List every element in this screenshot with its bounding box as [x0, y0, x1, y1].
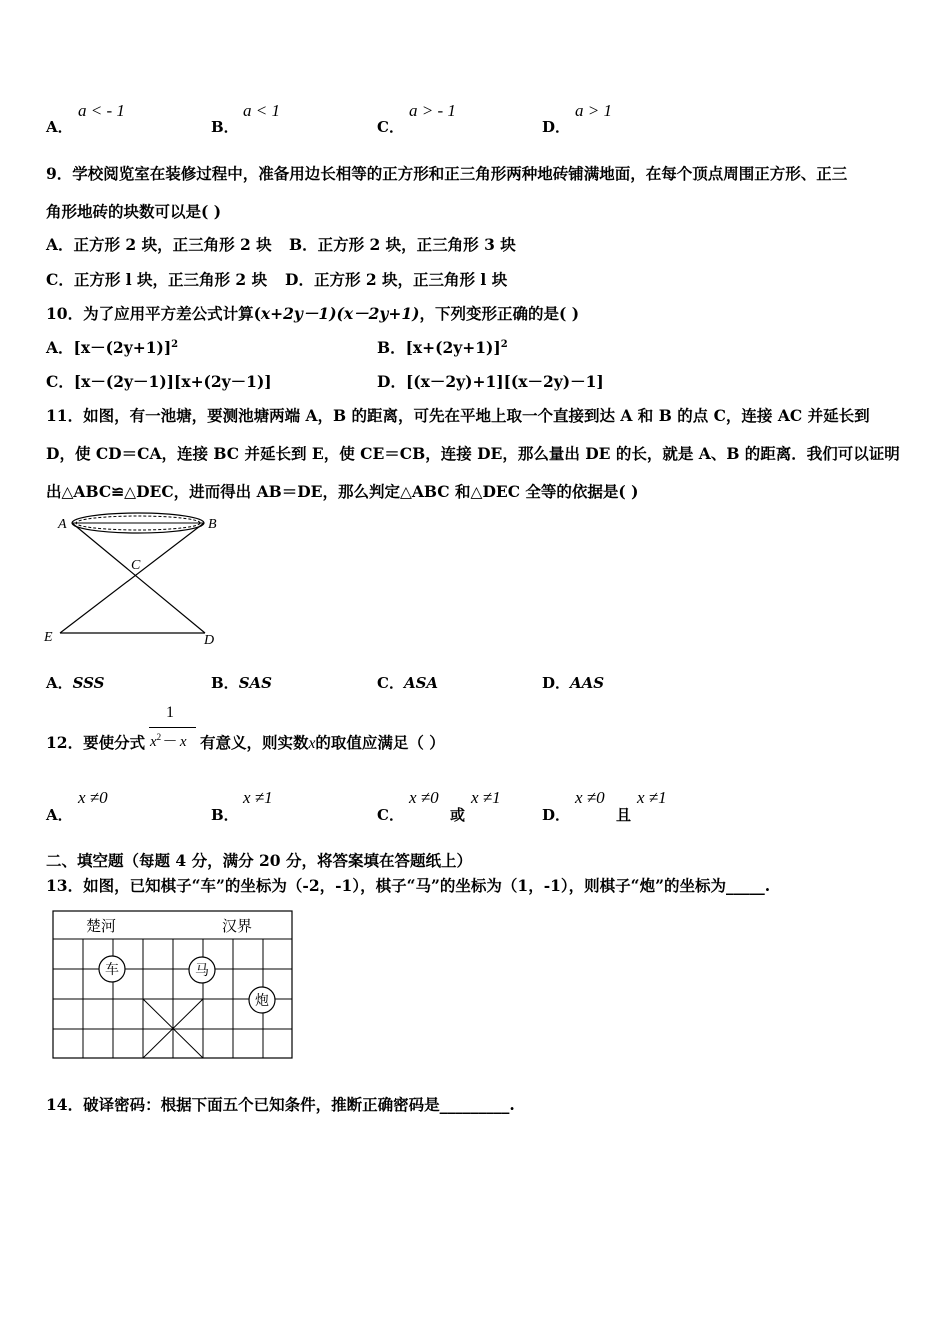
q10-option-b-sup: 2: [500, 338, 508, 350]
q9-stem-line2: 角形地砖的块数可以是( ): [46, 202, 222, 221]
piece-che: 车: [105, 962, 119, 978]
q12-option-b-expr: x ≠1: [243, 788, 273, 807]
q12-frac-bar: [149, 727, 196, 728]
q12-option-c-conj: 或: [450, 806, 466, 824]
q11-option-b-text: SAS: [238, 674, 272, 692]
section-2-heading: 二、填空题（每题 4 分，满分 20 分，将答案填在答题纸上）: [46, 851, 472, 870]
q12-frac-denominator: [150, 730, 187, 751]
q8-option-b-expr: a < 1: [243, 101, 280, 120]
q12-stem-end: 的取值应满足（ ）: [315, 733, 445, 752]
q8-option-c-expr: a > - 1: [409, 101, 456, 120]
q10-option-d: D．[(x－2y)+1][(x－2y)－1]: [377, 372, 604, 391]
q10-stem-pre: 10．为了应用平方差公式计算(: [46, 304, 261, 323]
label-d: D: [204, 633, 215, 648]
q12-frac-den-rest: － x: [161, 734, 187, 750]
q9-option-d: D．正方形 2 块，正三角形 l 块: [285, 270, 508, 289]
q11-option-c-letter: C．: [377, 674, 404, 692]
q9-option-b: B．正方形 2 块，正三角形 3 块: [289, 235, 516, 254]
q8-option-d-expr: a > 1: [575, 101, 612, 120]
q11-option-d: [542, 672, 604, 693]
q9-option-a: A．正方形 2 块，正三角形 2 块: [46, 235, 272, 254]
q13-stem: 13．如图，已知棋子“车”的坐标为（-2，-1），棋子“马”的坐标为（1，-1），则棋子“炮”的坐标为_____.: [46, 876, 771, 895]
q8-option-d-letter: D．: [542, 118, 571, 136]
q12-option-d-conj: 且: [616, 806, 632, 824]
q11-option-d-letter: D．: [542, 674, 571, 692]
q12-option-b-letter: B．: [211, 806, 239, 824]
q10-stem-post: ，下列变形正确的是( ): [419, 304, 580, 323]
q11-option-a-text: SSS: [72, 674, 105, 692]
q14-stem: 14．破译密码：根据下面五个已知条件，推断正确密码是_________.: [46, 1095, 515, 1114]
q10-option-a: [46, 336, 178, 358]
q8-option-a-letter: A．: [46, 118, 73, 136]
q10-option-b-text: B．[x+(2y+1)]: [377, 338, 501, 357]
q10-option-a-text: A．[x－(2y+1)]: [46, 338, 172, 357]
q8-option-a-expr: a < - 1: [78, 101, 125, 120]
q10-stem: [46, 302, 579, 324]
label-c: C: [131, 558, 141, 573]
q12-option-d-letter: D．: [542, 806, 571, 824]
q11-option-d-text: AAS: [570, 674, 605, 692]
q12-option-c-expr1: x ≠0: [409, 788, 439, 807]
q12-option-d-expr2: x ≠1: [637, 788, 667, 807]
q10-option-b: [377, 336, 508, 358]
q12-stem-pre: 12．要使分式: [46, 733, 146, 752]
q12-option-c-letter: C．: [377, 806, 404, 824]
segment-be: [60, 523, 204, 633]
q11-option-a: [46, 672, 104, 693]
label-a: A: [58, 517, 67, 532]
label-e: E: [44, 630, 53, 645]
q12-frac-numerator: 1: [166, 704, 174, 721]
q12-stem-post: [200, 731, 445, 753]
q11-stem-line3: 出△ABC≌△DEC，进而得出 AB＝DE，那么判定△ABC 和△DEC 全等的依据是( ): [46, 482, 639, 501]
q10-option-a-sup: 2: [171, 338, 179, 350]
q9-option-c: C．正方形 l 块，正三角形 2 块: [46, 270, 268, 289]
q12-frac-den-x: x: [150, 734, 157, 750]
q11-option-a-letter: A．: [46, 674, 73, 692]
q8-option-b-letter: B．: [211, 118, 239, 136]
board-label-hanjie: 汉界: [222, 917, 253, 935]
q11-option-b-letter: B．: [211, 674, 239, 692]
q11-pond-figure: [40, 505, 240, 655]
q11-stem-line2: D，使 CD＝CA，连接 BC 并延长到 E，使 CE＝CB，连接 DE，那么量出 DE 的长，就是 A、B 的距离．我们可以证明: [46, 444, 900, 463]
label-b: B: [208, 517, 217, 532]
q11-option-c: [377, 672, 438, 693]
q11-stem-line1: 11．如图，有一池塘，要测池塘两端 A，B 的距离，可先在平地上取一个直接到达 A 和 B 的点 C，连接 AC 并延长到: [46, 406, 870, 425]
q12-option-a-expr: x ≠0: [78, 788, 108, 807]
q12-option-c-expr2: x ≠1: [471, 788, 501, 807]
q12-option-a-letter: A．: [46, 806, 73, 824]
piece-ma: 马: [195, 963, 209, 979]
board-label-chuhe: 楚河: [86, 917, 117, 935]
q9-stem-line1: 9．学校阅览室在装修过程中，准备用边长相等的正方形和正三角形两种地砖铺满地面，在每个顶点周围正方形、正三: [46, 164, 848, 183]
piece-pao: 炮: [255, 993, 269, 1009]
q12-frac-den-sup: 2: [156, 732, 162, 742]
q10-stem-expr: x+2y－1)(x－2y+1): [260, 304, 420, 323]
q11-option-b: [211, 672, 272, 693]
q12-stem-post-text: 有意义，则实数: [200, 733, 309, 752]
q10-option-c: C．[x－(2y－1)][x+(2y－1)]: [46, 372, 272, 391]
q12-option-d-expr1: x ≠0: [575, 788, 605, 807]
q8-option-c-letter: C．: [377, 118, 404, 136]
q11-option-c-text: ASA: [403, 674, 439, 692]
q13-chessboard-figure: [52, 910, 294, 1061]
segment-ad: [72, 523, 205, 633]
q12-stem-var: x: [308, 735, 316, 752]
